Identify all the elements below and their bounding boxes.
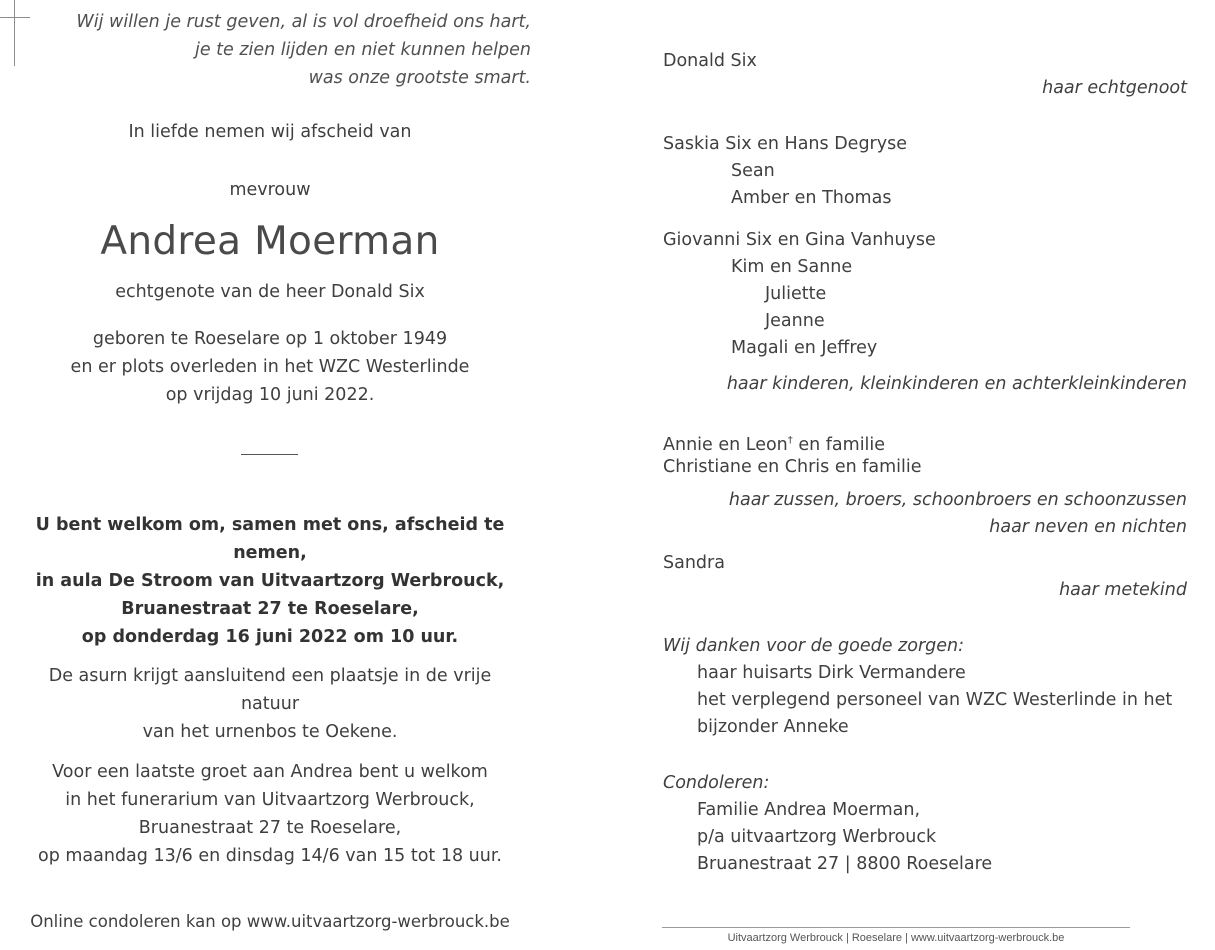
footer-divider [662,927,1130,928]
info-line: op vrijdag 10 juni 2022. [165,385,375,405]
deceased-mark: † [787,435,793,446]
children-role: haar kinderen, kleinkinderen en achterkleinkinderen [726,374,1187,394]
great-grandchild: Jeanne [765,311,825,331]
ceremony-line: op donderdag 16 juni 2022 om 10 uur. [81,627,459,647]
condolences-title: Condoleren: [663,773,770,793]
urn-line: van het urnenbos te Oekene. [142,722,398,742]
great-grandchild: Juliette [765,284,827,304]
info-line: geboren te Roeselare op 1 oktober 1949 [92,329,448,349]
condolences-line: Familie Andrea Moerman, [697,800,921,820]
cousins-role: haar neven en nichten [989,517,1187,537]
title-prefix: mevrouw [229,180,311,200]
condolences-line: Bruanestraat 27 | 8800 Roeselare [697,854,993,874]
divider [241,454,298,455]
sibling-2: Christiane en Chris en familie [663,457,922,477]
grandchild: Kim en Sanne [731,257,853,277]
sibling-1-name: Annie en Leon [663,434,788,455]
husband-name: Donald Six [663,51,757,71]
urn-line: De asurn krijgt aansluitend een plaatsje in de vrije natuur [48,666,492,714]
child-1: Saskia Six en Hans Degryse [663,134,907,154]
ceremony-line: in aula De Stroom van Uitvaartzorg Werbrouck, [35,571,505,591]
greeting-line: in het funerarium van Uitvaartzorg Werbrouck, [65,790,475,810]
ceremony-info [20,511,520,651]
grandchild: Amber en Thomas [731,188,892,208]
grandchild: Magali en Jeffrey [731,338,878,358]
thanks-line: het verplegend personeel van WZC Westerlinde in het [697,690,1173,710]
intro-text: In liefde nemen wij afscheid van [128,122,412,142]
grandchild: Sean [731,161,775,181]
online-condolences: Online condoleren kan op www.uitvaartzorg-werbrouck.be [30,912,510,931]
greeting-line: op maandag 13/6 en dinsdag 14/6 van 15 tot 18 uur. [37,846,502,866]
ceremony-line: Bruanestraat 27 te Roeselare, [121,599,419,619]
greeting-line: Bruanestraat 27 te Roeselare, [138,818,402,838]
poem-line: Wij willen je rust geven, al is vol droefheid ons hart, [76,12,531,32]
poem-line: was onze grootste smart. [308,68,531,88]
stepchild: Sandra [663,553,725,573]
ceremony-line: U bent welkom om, samen met ons, afscheid te nemen, [35,515,505,563]
husband-role: haar echtgenoot [1042,78,1187,98]
siblings-role: haar zussen, broers, schoonbroers en schoonzussen [728,490,1187,510]
sibling-1-suffix: en familie [792,434,886,455]
info-line: en er plots overleden in het WZC Westerlinde [70,357,470,377]
cross-icon [0,0,32,66]
thanks-line: haar huisarts Dirk Vermandere [697,663,966,683]
condolences-line: p/a uitvaartzorg Werbrouck [697,827,937,847]
thanks-line: bijzonder Anneke [697,717,849,737]
spouse-line: echtgenote van de heer Donald Six [115,282,425,302]
birth-death-info [20,325,520,409]
greeting-line: Voor een laatste groet aan Andrea bent u welkom [52,762,488,782]
poem [76,8,531,92]
urn-info [20,662,520,746]
stepchild-role: haar metekind [1059,580,1187,600]
deceased-name: Andrea Moerman [100,219,440,264]
thanks-title: Wij danken voor de goede zorgen: [663,636,965,656]
greeting-info [20,758,520,870]
footer-text: Uitvaartzorg Werbrouck | Roeselare | www.uitvaartzorg-werbrouck.be [727,932,1065,944]
child-2: Giovanni Six en Gina Vanhuyse [663,230,936,250]
poem-line: je te zien lijden en niet kunnen helpen [194,40,531,60]
